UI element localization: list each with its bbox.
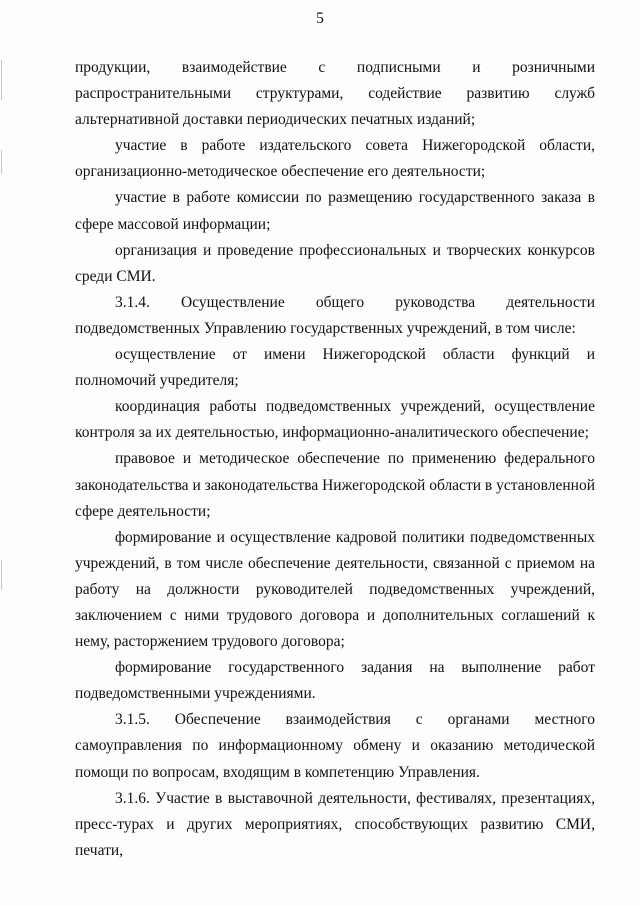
paragraph-section-3-1-4: 3.1.4. Осуществление общего руководства деятельности подведомственных Управлению государственных учреждений, в том числе:: [75, 293, 595, 337]
page-number: 5: [316, 10, 324, 27]
document-body: [75, 55, 595, 864]
paragraph: правовое и методическое обеспечение по применению федерального законодательства и законодательства Нижегородской области в установленной сфере деятельности;: [75, 450, 595, 520]
scan-edge-mark: [1, 560, 2, 590]
paragraph: формирование и осуществление кадровой политики подведомственных учреждений, в том числе обеспечение деятельности, связанной с приемом на работу на должности руководителей подведомственных учреждений, заключением с ними трудового договора и дополнительных соглашений к нему, расторжением трудового договора;: [75, 528, 595, 651]
paragraph: участие в работе издательского совета Нижегородской области, организационно-методическое обеспечение его деятельности;: [75, 137, 595, 181]
paragraph: участие в работе комиссии по размещению государственного заказа в сфере массовой информации;: [75, 189, 595, 233]
paragraph: формирование государственного задания на выполнение работ подведомственными учреждениями.: [75, 659, 595, 703]
paragraph: организация и проведение профессиональных и творческих конкурсов среди СМИ.: [75, 241, 595, 285]
paragraph-section-3-1-6: 3.1.6. Участие в выставочной деятельности, фестивалях, презентациях, пресс-турах и других мероприятиях, способствующих развитию СМИ, печати,: [75, 789, 595, 859]
paragraph-section-3-1-5: 3.1.5. Обеспечение взаимодействия с органами местного самоуправления по информационному обмену и оказанию методической помощи по вопросам, входящим в компетенцию Управления.: [75, 711, 595, 781]
paragraph: продукции, взаимодействие с подписными и розничными распространительными структурами, содействие развитию служб альтернативной доставки периодических печатных изданий;: [75, 59, 595, 129]
paragraph: осуществление от имени Нижегородской области функций и полномочий учредителя;: [75, 346, 595, 390]
scan-edge-mark: [1, 60, 2, 100]
scan-edge-mark: [1, 150, 2, 174]
paragraph: координация работы подведомственных учреждений, осуществление контроля за их деятельностью, информационно-аналитического обеспечение;: [75, 398, 595, 442]
